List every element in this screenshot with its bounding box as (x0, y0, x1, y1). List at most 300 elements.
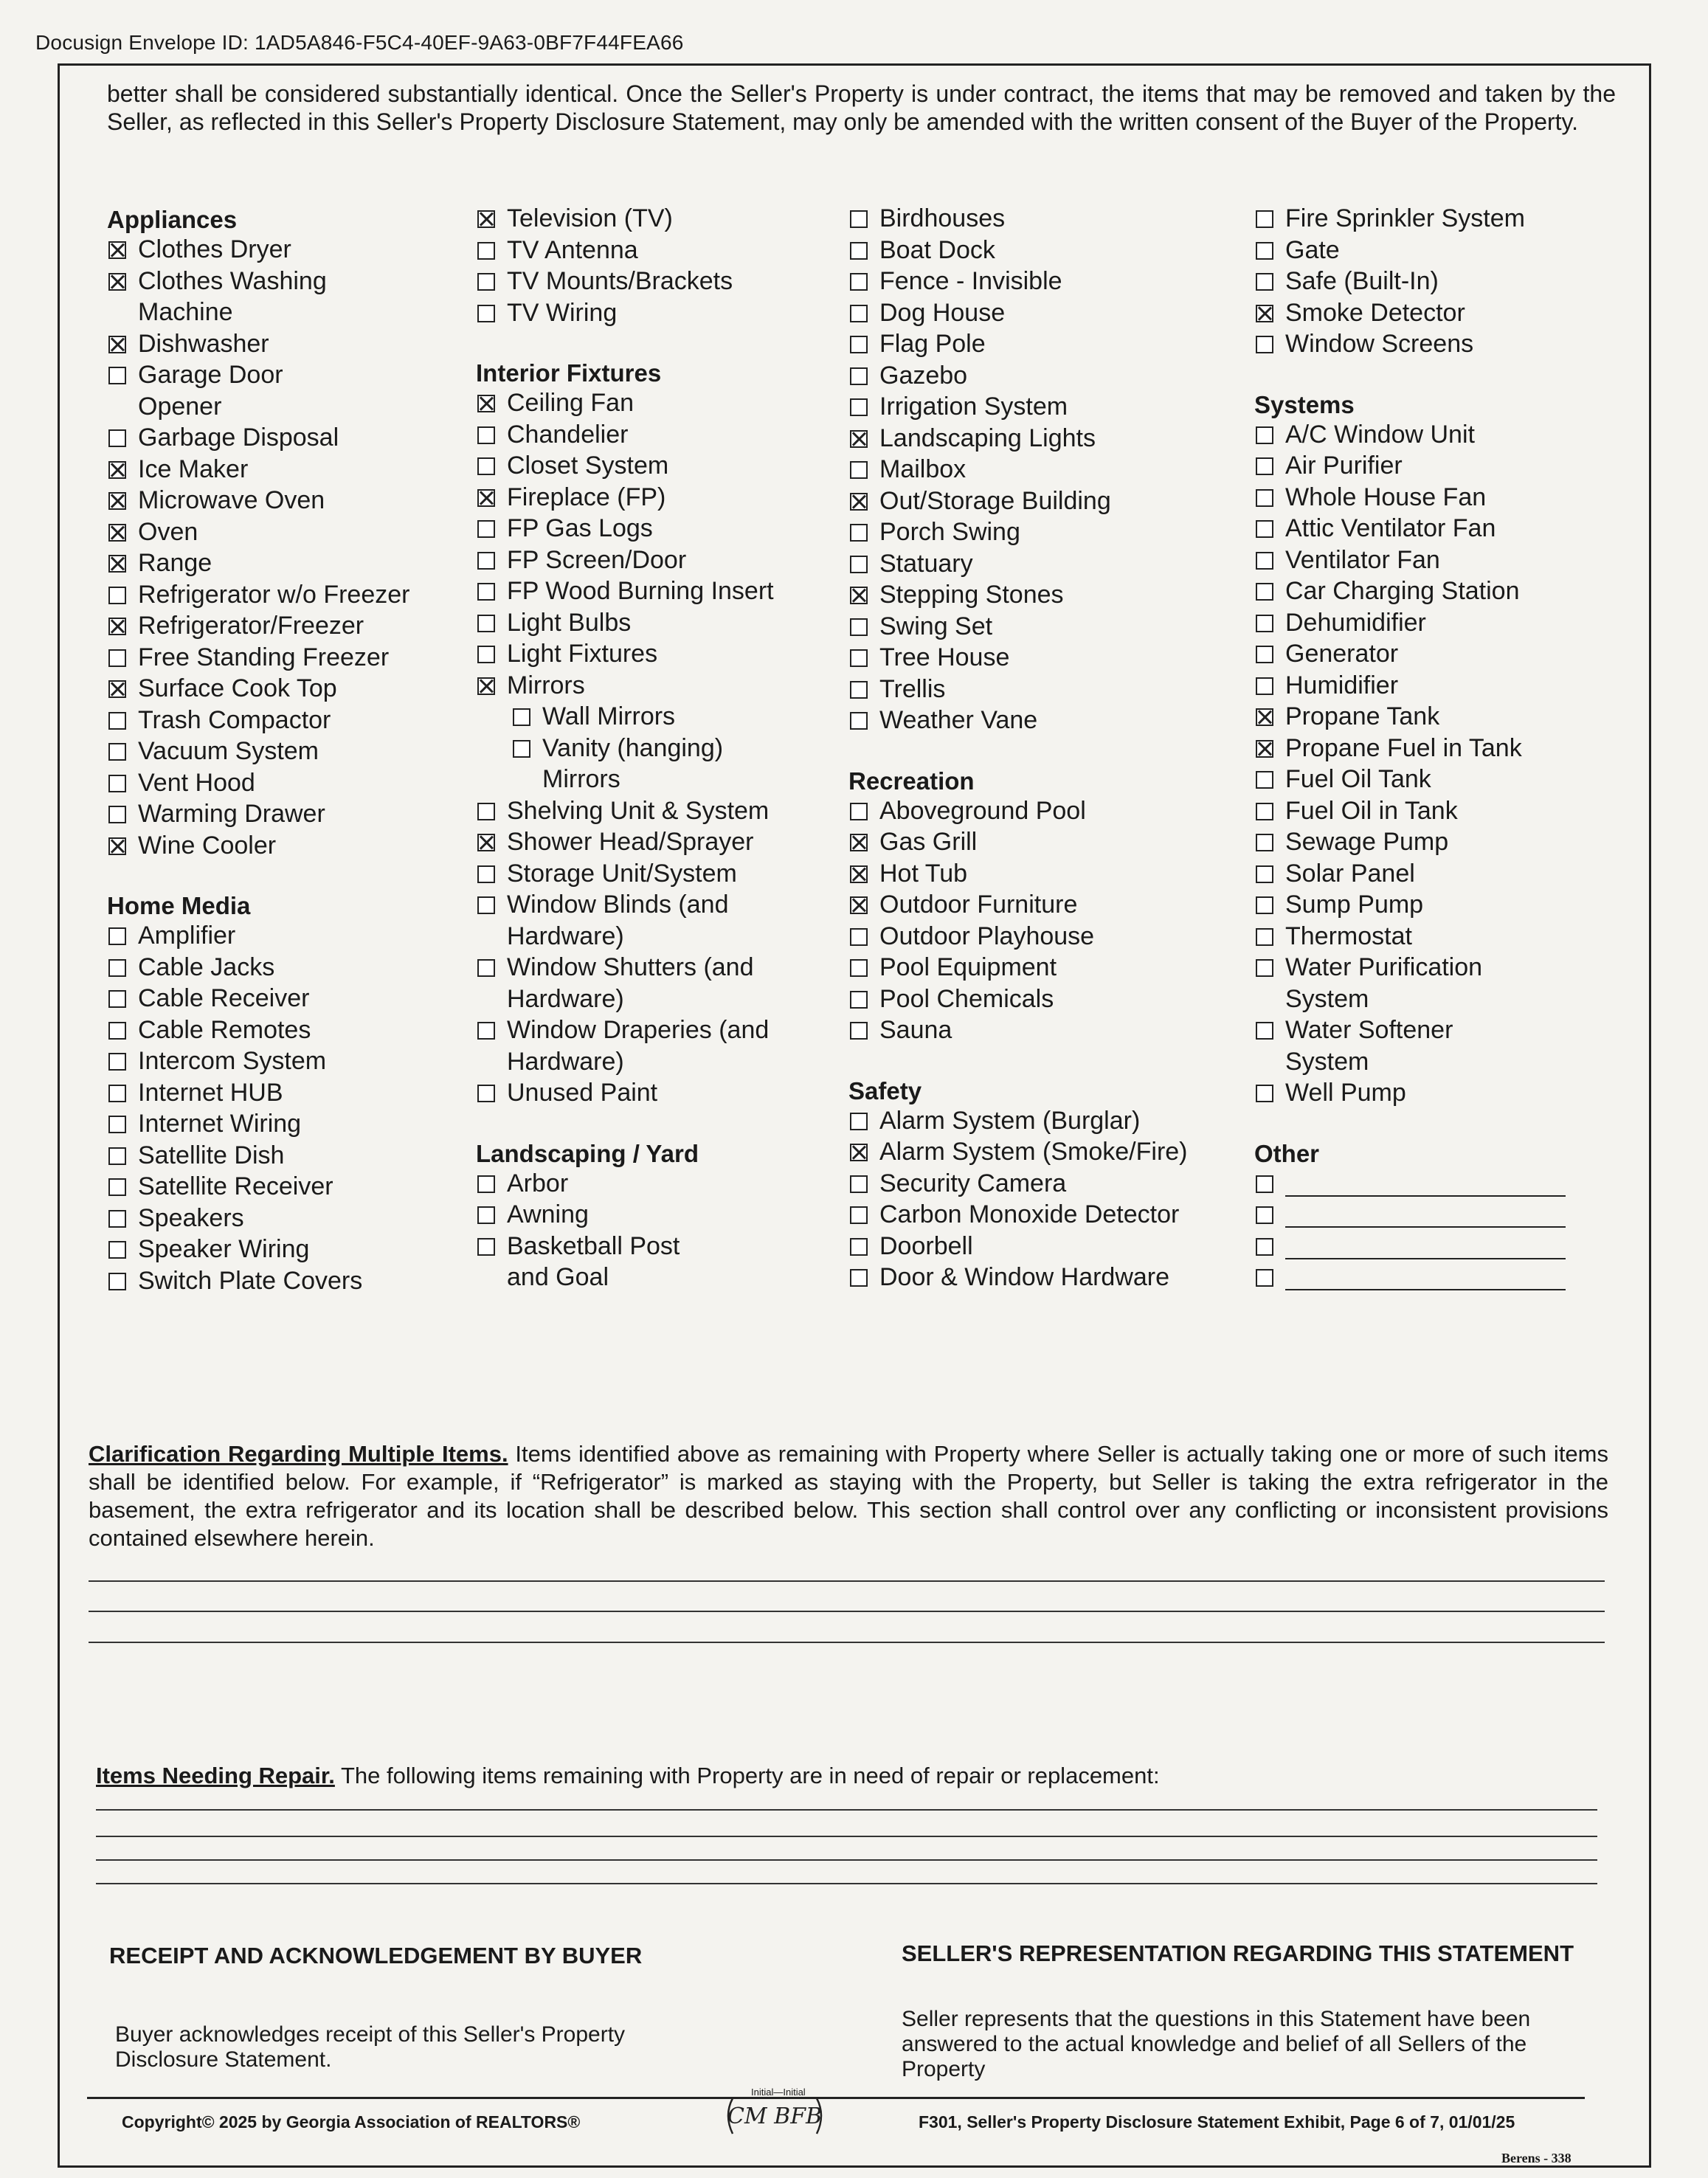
checked-box-icon[interactable] (477, 210, 495, 228)
checkbox-item-car-charging-station[interactable] (1254, 575, 1566, 607)
checkbox-label: Speaker Wiring (138, 1235, 310, 1263)
empty-box-icon[interactable] (477, 457, 495, 475)
checkbox-item-window-screens[interactable] (1254, 328, 1566, 360)
empty-box-icon[interactable] (1256, 457, 1273, 475)
empty-box-icon[interactable] (108, 1085, 126, 1102)
empty-box-icon[interactable] (477, 865, 495, 883)
checkbox-item-landscaping-lights[interactable] (848, 423, 1188, 454)
checkbox-item-mirrors[interactable] (476, 670, 774, 702)
checkbox-item-safe-built-in[interactable] (1254, 266, 1566, 297)
empty-box-icon[interactable] (850, 242, 868, 260)
checkbox-item-satellite-receiver[interactable] (107, 1171, 409, 1203)
checkbox-item-pool-equipment[interactable] (848, 952, 1188, 983)
checked-box-icon[interactable] (108, 680, 126, 698)
repair-line-4[interactable] (96, 1883, 1597, 1884)
empty-box-icon[interactable] (1256, 896, 1273, 914)
empty-box-icon[interactable] (108, 712, 126, 730)
checkbox-item-other-blank[interactable] (1254, 1262, 1566, 1293)
checkbox-item-internet-hub[interactable] (107, 1077, 409, 1109)
empty-box-icon[interactable] (1256, 803, 1273, 820)
empty-box-icon[interactable] (108, 649, 126, 667)
checkbox-item-fence-invisible[interactable] (848, 266, 1188, 297)
checkbox-label: Sewage Pump (1285, 828, 1449, 856)
checkbox-item-boat-dock[interactable] (848, 235, 1188, 266)
checked-box-icon[interactable] (108, 241, 126, 259)
empty-box-icon[interactable] (477, 646, 495, 663)
checkbox-item-free-standing-freezer[interactable] (107, 642, 409, 674)
initials-field[interactable] (719, 2092, 830, 2138)
empty-box-icon[interactable] (1256, 834, 1273, 851)
empty-box-icon[interactable] (1256, 1206, 1273, 1224)
checkbox-item-storage-unit-system[interactable] (476, 858, 774, 890)
checkbox-item-intercom-system[interactable] (107, 1045, 409, 1077)
empty-box-icon[interactable] (477, 1085, 495, 1102)
checkbox-item-whole-house-fan[interactable] (1254, 482, 1566, 514)
checkbox-item-internet-wiring[interactable] (107, 1108, 409, 1140)
checked-box-icon[interactable] (850, 865, 868, 883)
checked-box-icon[interactable] (108, 618, 126, 635)
other-blank-line[interactable] (1285, 1204, 1566, 1228)
checked-box-icon[interactable] (850, 1144, 868, 1161)
empty-box-icon[interactable] (477, 583, 495, 601)
checkbox-item-dishwasher[interactable] (107, 328, 409, 360)
empty-box-icon[interactable] (477, 1175, 495, 1193)
empty-box-icon[interactable] (1256, 426, 1273, 444)
checkbox-item-clothes-washing[interactable] (107, 266, 409, 297)
empty-box-icon[interactable] (1256, 273, 1273, 291)
footer-rule (87, 2097, 1585, 2099)
checkbox-item-propane-tank[interactable] (1254, 701, 1566, 733)
other-blank-line[interactable] (1285, 1267, 1566, 1290)
empty-box-icon[interactable] (1256, 865, 1273, 883)
checked-box-icon[interactable] (108, 837, 126, 855)
repair-line-2[interactable] (96, 1836, 1597, 1837)
checkbox-label: Doorbell (879, 1231, 973, 1260)
checked-box-icon[interactable] (850, 587, 868, 604)
empty-box-icon[interactable] (850, 398, 868, 416)
checkbox-item-wall-mirrors[interactable] (511, 701, 774, 733)
clarification-line-2[interactable] (89, 1611, 1605, 1612)
checkbox-item-dog-house[interactable] (848, 297, 1188, 329)
checkbox-item-swing-set[interactable] (848, 611, 1188, 643)
empty-box-icon[interactable] (108, 1273, 126, 1290)
checkbox-item-ceiling-fan[interactable] (476, 387, 774, 419)
empty-box-icon[interactable] (1256, 677, 1273, 695)
checkbox-item-shelving-unit-system[interactable] (476, 795, 774, 827)
empty-box-icon[interactable] (850, 1113, 868, 1130)
empty-box-icon[interactable] (477, 242, 495, 260)
checkbox-item-generator[interactable] (1254, 638, 1566, 670)
checkbox-item-gate[interactable] (1254, 235, 1566, 266)
checkbox-item-switch-plate-covers[interactable] (107, 1265, 409, 1297)
checked-box-icon[interactable] (108, 555, 126, 573)
empty-box-icon[interactable] (108, 1210, 126, 1228)
empty-box-icon[interactable] (1256, 210, 1273, 228)
checkbox-item-birdhouses[interactable] (848, 203, 1188, 235)
checkbox-label: Wall Mirrors (542, 702, 676, 730)
initials-bracket (719, 2092, 830, 2138)
empty-box-icon[interactable] (108, 429, 126, 447)
checked-box-icon[interactable] (477, 489, 495, 507)
empty-box-icon[interactable] (108, 367, 126, 384)
empty-box-icon[interactable] (108, 1241, 126, 1259)
checkbox-item-awning[interactable] (476, 1199, 774, 1231)
empty-box-icon[interactable] (108, 959, 126, 977)
empty-box-icon[interactable] (477, 615, 495, 632)
checkbox-label: Propane Fuel in Tank (1285, 733, 1522, 762)
checkbox-item-fuel-oil-tank[interactable] (1254, 764, 1566, 795)
copyright: Copyright© 2025 by Georgia Association of REALTORS® (122, 2112, 581, 2132)
empty-box-icon[interactable] (850, 1175, 868, 1193)
checked-box-icon[interactable] (850, 896, 868, 914)
checkbox-label: Mirrors (507, 671, 585, 699)
checkbox-item-gas-grill[interactable] (848, 826, 1188, 858)
checkbox-item-propane-fuel-in-tank[interactable] (1254, 733, 1566, 764)
checkbox-item-vacuum-system[interactable] (107, 736, 409, 767)
empty-box-icon[interactable] (850, 1022, 868, 1040)
checkbox-label-continued: Hardware) (507, 1047, 624, 1076)
other-blank-line[interactable] (1285, 1236, 1566, 1259)
checked-box-icon[interactable] (108, 524, 126, 542)
empty-box-icon[interactable] (477, 305, 495, 322)
repair-text: The following items remaining with Property are in need of repair or replacement: (334, 1763, 1160, 1788)
checkbox-item-carbon-monoxide-detector[interactable] (848, 1199, 1188, 1231)
checkbox-item-thermostat[interactable] (1254, 921, 1566, 953)
intro-paragraph: better shall be considered substantially identical. Once the Seller's Property is under contract, the items that may be removed and taken by the Seller, as reflected in this Seller's Property Disclosure Statement, may only be amended with the written consent of the Buyer of the Property. (107, 80, 1616, 135)
checkbox-item-statuary[interactable] (848, 548, 1188, 580)
checkbox-label: Storage Unit/System (507, 859, 737, 888)
checkbox-item-stepping-stones[interactable] (848, 579, 1188, 611)
checked-box-icon[interactable] (1256, 708, 1273, 726)
checkbox-label: Aboveground Pool (879, 796, 1086, 825)
checked-box-icon[interactable] (1256, 305, 1273, 322)
checkbox-label: Irrigation System (879, 393, 1068, 421)
checkbox-item-warming-drawer[interactable] (107, 798, 409, 830)
checkbox-item-trash-compactor[interactable] (107, 705, 409, 736)
empty-box-icon[interactable] (850, 336, 868, 353)
checked-box-icon[interactable] (1256, 740, 1273, 758)
checkbox-item-fuel-oil-in-tank[interactable] (1254, 795, 1566, 827)
checkbox-item-sewage-pump[interactable] (1254, 826, 1566, 858)
checkbox-label: Arbor (507, 1169, 569, 1197)
checkbox-label: Window Screens (1285, 330, 1474, 358)
empty-box-icon[interactable] (850, 1238, 868, 1256)
checked-box-icon[interactable] (850, 834, 868, 851)
checkbox-item-other-blank[interactable] (1254, 1168, 1566, 1200)
checkbox-item-ventilator-fan[interactable] (1254, 544, 1566, 576)
checkbox-item-light-fixtures[interactable] (476, 638, 774, 670)
checkbox-label: Door & Window Hardware (879, 1263, 1170, 1291)
checkbox-label: Fire Sprinkler System (1285, 204, 1525, 232)
checkbox-item-shower-head-sprayer[interactable] (476, 826, 774, 858)
column-1 (107, 203, 409, 1296)
empty-box-icon[interactable] (850, 959, 868, 977)
checkbox-item-fire-sprinkler-system[interactable] (1254, 203, 1566, 235)
checkbox-item-surface-cook-top[interactable] (107, 673, 409, 705)
checkbox-label: Sauna (879, 1016, 952, 1044)
checkbox-item-cable-receiver[interactable] (107, 983, 409, 1014)
checkbox-item-attic-ventilator-fan[interactable] (1254, 513, 1566, 544)
checkbox-item-pool-chemicals[interactable] (848, 983, 1188, 1015)
empty-box-icon[interactable] (850, 524, 868, 542)
checkbox-item-chandelier[interactable] (476, 419, 774, 451)
checked-box-icon[interactable] (108, 492, 126, 510)
empty-box-icon[interactable] (477, 273, 495, 291)
empty-box-icon[interactable] (477, 803, 495, 820)
empty-box-icon[interactable] (108, 806, 126, 823)
checkbox-label-continued: Opener (138, 392, 222, 421)
checkbox-item-alarm-system-smoke-fire[interactable] (848, 1136, 1188, 1168)
checkbox-item-clothes-dryer[interactable] (107, 234, 409, 266)
checked-box-icon[interactable] (477, 395, 495, 412)
checkbox-label: Smoke Detector (1285, 298, 1465, 327)
checked-box-icon[interactable] (477, 677, 495, 695)
checkbox-label: Clothes Washing (138, 266, 327, 295)
checkbox-item-amplifier[interactable] (107, 920, 409, 952)
empty-box-icon[interactable] (850, 712, 868, 730)
clarification-line-1[interactable] (89, 1580, 1605, 1582)
empty-box-icon[interactable] (850, 367, 868, 385)
checkbox-item-window-blinds-and[interactable] (476, 889, 774, 921)
empty-box-icon[interactable] (1256, 1269, 1273, 1287)
checkbox-label: Window Draperies (and (507, 1016, 770, 1044)
section-heading-recreation: Recreation (848, 767, 975, 795)
empty-box-icon[interactable] (477, 1206, 495, 1224)
empty-box-icon[interactable] (1256, 489, 1273, 507)
empty-box-icon[interactable] (108, 990, 126, 1008)
checkbox-label: Landscaping Lights (879, 424, 1096, 452)
checkbox-item-mailbox[interactable] (848, 454, 1188, 485)
checkbox-label: Out/Storage Building (879, 486, 1111, 515)
empty-box-icon[interactable] (477, 1022, 495, 1040)
checkbox-label: Shelving Unit & System (507, 796, 770, 825)
empty-box-icon[interactable] (477, 552, 495, 570)
checkbox-item-flag-pole[interactable] (848, 328, 1188, 360)
checkbox-item-humidifier[interactable] (1254, 670, 1566, 702)
section-heading-landscaping-yard: Landscaping / Yard (476, 1139, 699, 1167)
checkbox-item-fp-gas-logs[interactable] (476, 513, 774, 544)
empty-box-icon[interactable] (1256, 583, 1273, 601)
checked-box-icon[interactable] (477, 834, 495, 851)
checkbox-label: TV Wiring (507, 298, 618, 327)
empty-box-icon[interactable] (108, 1053, 126, 1071)
checked-box-icon[interactable] (850, 493, 868, 511)
checkbox-item-a-c-window-unit[interactable] (1254, 419, 1566, 451)
checkbox-item-weather-vane[interactable] (848, 705, 1188, 736)
checkbox-item-window-draperies-and[interactable] (476, 1014, 774, 1046)
checkbox-item-fireplace-fp[interactable] (476, 482, 774, 514)
clarification-title: Clarification Regarding Multiple Items. (89, 1441, 508, 1467)
checkbox-item-sump-pump[interactable] (1254, 889, 1566, 921)
repair-line-1[interactable] (96, 1809, 1597, 1811)
checkbox-item-arbor[interactable] (476, 1168, 774, 1200)
checkbox-item-cable-remotes[interactable] (107, 1014, 409, 1046)
checkbox-item-refrigerator-w-o-freezer[interactable] (107, 579, 409, 611)
empty-box-icon[interactable] (1256, 1175, 1273, 1193)
checkbox-label: Pool Equipment (879, 953, 1057, 981)
empty-box-icon[interactable] (1256, 336, 1273, 353)
checkbox-item-dehumidifier[interactable] (1254, 607, 1566, 639)
empty-box-icon[interactable] (477, 426, 495, 444)
empty-box-icon[interactable] (513, 740, 530, 758)
checkbox-item-ice-maker[interactable] (107, 454, 409, 485)
empty-box-icon[interactable] (108, 1178, 126, 1196)
empty-box-icon[interactable] (850, 803, 868, 820)
checkbox-item-tv-mounts-brackets[interactable] (476, 266, 774, 297)
checkbox-item-garage-door[interactable] (107, 359, 409, 391)
checkbox-item-cable-jacks[interactable] (107, 952, 409, 983)
empty-box-icon[interactable] (1256, 1085, 1273, 1102)
checkbox-item-speaker-wiring[interactable] (107, 1234, 409, 1265)
empty-box-icon[interactable] (1256, 520, 1273, 538)
empty-box-icon[interactable] (1256, 771, 1273, 789)
clarification-text: Items identified above as remaining with Property where Seller is actually taking one or more of such items shall be identified below. For example, if “Refrigerator” is marked as staying with the Property, but Seller is taking the extra refrigerator in the basement, the extra refrigerator and its location shall be described below. This section shall control over any conflicting or inconsistent provisions contained elsewhere herein. (89, 1441, 1608, 1551)
empty-box-icon[interactable] (108, 775, 126, 792)
checkbox-item-window-shutters-and[interactable] (476, 952, 774, 983)
checkbox-item-trellis[interactable] (848, 674, 1188, 705)
empty-box-icon[interactable] (850, 681, 868, 699)
checkbox-item-closet-system[interactable] (476, 450, 774, 482)
checkbox-item-unused-paint[interactable] (476, 1077, 774, 1109)
empty-box-icon[interactable] (850, 618, 868, 636)
checkbox-item-range[interactable] (107, 547, 409, 579)
checkbox-item-aboveground-pool[interactable] (848, 795, 1188, 827)
checkbox-label: Vanity (hanging) (542, 733, 724, 762)
empty-box-icon[interactable] (850, 928, 868, 946)
empty-box-icon[interactable] (850, 305, 868, 322)
empty-box-icon[interactable] (1256, 1022, 1273, 1040)
checkbox-label: Dehumidifier (1285, 608, 1426, 637)
checkbox-label: Alarm System (Smoke/Fire) (879, 1138, 1188, 1166)
empty-box-icon[interactable] (1256, 959, 1273, 977)
checkbox-item-garbage-disposal[interactable] (107, 422, 409, 454)
clarification-section (89, 1440, 1608, 1552)
checkbox-item-security-camera[interactable] (848, 1168, 1188, 1200)
checkbox-label-continued: Hardware) (507, 984, 624, 1013)
checkbox-item-fp-screen-door[interactable] (476, 544, 774, 576)
checkbox-label: Security Camera (879, 1169, 1067, 1197)
checked-box-icon[interactable] (108, 461, 126, 479)
empty-box-icon[interactable] (477, 959, 495, 977)
empty-box-icon[interactable] (850, 273, 868, 291)
checkbox-item-tv-wiring[interactable] (476, 297, 774, 329)
empty-box-icon[interactable] (108, 1022, 126, 1040)
empty-box-icon[interactable] (477, 520, 495, 538)
checkbox-item-fp-wood-burning-insert[interactable] (476, 575, 774, 607)
checkbox-label: Window Blinds (and (507, 891, 729, 919)
checkbox-item-outdoor-playhouse[interactable] (848, 921, 1188, 953)
checkbox-item-well-pump[interactable] (1254, 1077, 1566, 1109)
empty-box-icon[interactable] (108, 743, 126, 761)
empty-box-icon[interactable] (850, 461, 868, 479)
checkbox-item-water-softener[interactable] (1254, 1014, 1566, 1046)
checkbox-item-speakers[interactable] (107, 1203, 409, 1234)
checkbox-label: Light Fixtures (507, 640, 658, 668)
checkbox-item-tv-antenna[interactable] (476, 235, 774, 266)
empty-box-icon[interactable] (850, 991, 868, 1009)
checkbox-item-hot-tub[interactable] (848, 858, 1188, 890)
checkbox-item-porch-swing[interactable] (848, 516, 1188, 548)
checkbox-label: TV Mounts/Brackets (507, 267, 733, 295)
empty-box-icon[interactable] (850, 1269, 868, 1287)
checked-box-icon[interactable] (108, 273, 126, 291)
checkbox-label: Birdhouses (879, 204, 1006, 232)
checkbox-label-continued: Machine (138, 298, 233, 326)
checkbox-item-gazebo[interactable] (848, 360, 1188, 392)
checkbox-label: Ceiling Fan (507, 389, 634, 417)
checked-box-icon[interactable] (850, 430, 868, 448)
empty-box-icon[interactable] (850, 649, 868, 667)
checkbox-item-other-blank[interactable] (1254, 1199, 1566, 1231)
empty-box-icon[interactable] (108, 927, 126, 945)
checkbox-item-smoke-detector[interactable] (1254, 297, 1566, 329)
checkbox-label: Boat Dock (879, 235, 995, 264)
other-blank-line[interactable] (1285, 1173, 1566, 1197)
checkbox-item-air-purifier[interactable] (1254, 450, 1566, 482)
empty-box-icon[interactable] (1256, 1238, 1273, 1256)
checkbox-item-satellite-dish[interactable] (107, 1140, 409, 1172)
repair-line-3[interactable] (96, 1859, 1597, 1861)
checkbox-label: Thermostat (1285, 922, 1412, 950)
checkbox-label: Dishwasher (138, 329, 269, 358)
checkbox-item-vanity-hanging[interactable] (511, 733, 774, 764)
checkbox-item-light-bulbs[interactable] (476, 607, 774, 639)
checkbox-item-wine-cooler[interactable] (107, 830, 409, 862)
empty-box-icon[interactable] (1256, 552, 1273, 570)
empty-box-icon[interactable] (850, 556, 868, 573)
checkbox-item-refrigerator-freezer[interactable] (107, 610, 409, 642)
checkbox-label-continued: and Goal (507, 1263, 609, 1291)
checkbox-item-television-tv[interactable] (476, 203, 774, 235)
empty-box-icon[interactable] (850, 1206, 868, 1224)
checkbox-label: Television (TV) (507, 204, 673, 232)
checkbox-item-alarm-system-burglar[interactable] (848, 1105, 1188, 1137)
checkbox-item-solar-panel[interactable] (1254, 858, 1566, 890)
empty-box-icon[interactable] (477, 1238, 495, 1256)
checkbox-item-oven[interactable] (107, 516, 409, 548)
checkbox-item-doorbell[interactable] (848, 1231, 1188, 1262)
empty-box-icon[interactable] (1256, 646, 1273, 663)
empty-box-icon[interactable] (1256, 615, 1273, 632)
checkbox-item-irrigation-system[interactable] (848, 391, 1188, 423)
clarification-line-3[interactable] (89, 1642, 1605, 1643)
empty-box-icon[interactable] (850, 210, 868, 228)
checkbox-label-continued: Mirrors (542, 765, 620, 793)
checkbox-item-outdoor-furniture[interactable] (848, 889, 1188, 921)
checkbox-item-basketball-post[interactable] (476, 1231, 774, 1262)
empty-box-icon[interactable] (1256, 928, 1273, 946)
empty-box-icon[interactable] (108, 1147, 126, 1165)
empty-box-icon[interactable] (108, 1116, 126, 1133)
buyer-heading: RECEIPT AND ACKNOWLEDGEMENT BY BUYER (109, 1943, 643, 1968)
checkbox-item-other-blank[interactable] (1254, 1231, 1566, 1262)
checkbox-item-out-storage-building[interactable] (848, 485, 1188, 517)
checkbox-item-vent-hood[interactable] (107, 767, 409, 799)
empty-box-icon[interactable] (1256, 242, 1273, 260)
checkbox-item-microwave-oven[interactable] (107, 485, 409, 516)
checkbox-item-sauna[interactable] (848, 1014, 1188, 1046)
checkbox-item-water-purification[interactable] (1254, 952, 1566, 983)
checked-box-icon[interactable] (108, 336, 126, 353)
checkbox-label: Carbon Monoxide Detector (879, 1200, 1180, 1228)
empty-box-icon[interactable] (108, 587, 126, 604)
empty-box-icon[interactable] (513, 708, 530, 726)
checkbox-label: Range (138, 549, 212, 577)
checkbox-item-tree-house[interactable] (848, 642, 1188, 674)
empty-box-icon[interactable] (477, 896, 495, 914)
checkbox-item-door-window-hardware[interactable] (848, 1262, 1188, 1293)
checkbox-label: Safe (Built-In) (1285, 267, 1439, 295)
